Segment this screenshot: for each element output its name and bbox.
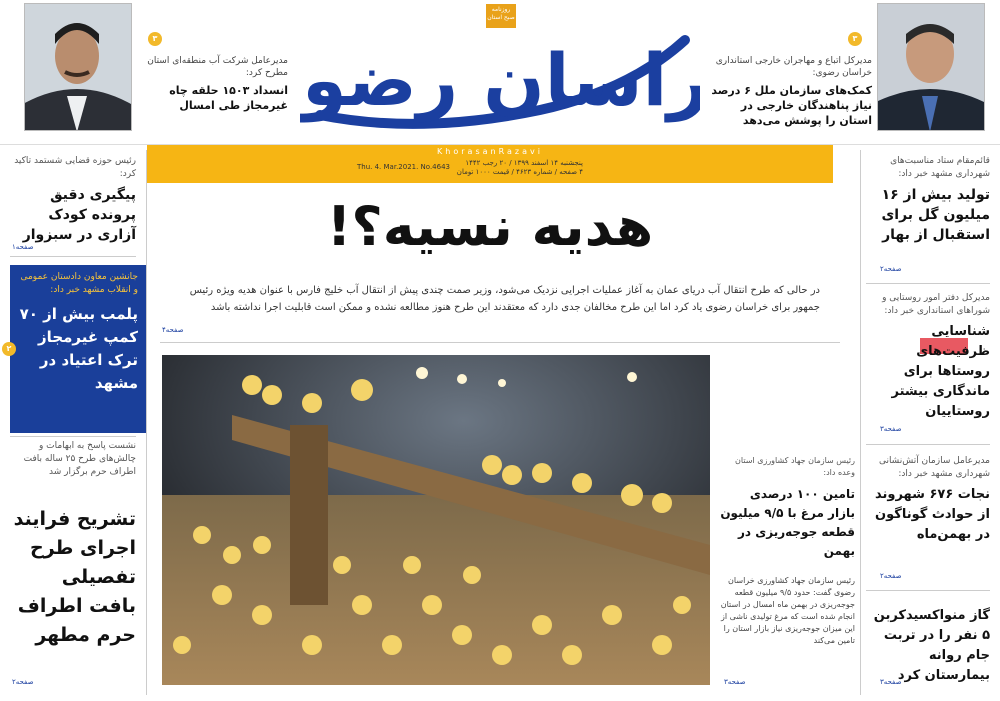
right-story-1[interactable] (870, 155, 990, 245)
logo-title: راسان رضو (302, 38, 700, 122)
right-story-3-kicker: مدیرعامل سازمان آتش‌نشانی شهرداری مشهد خبر داد: (878, 456, 990, 479)
divider (10, 436, 136, 437)
right-story-2-kicker: مدیرکل دفتر امور روستایی و شوراهای استانداری خبر داد: (882, 293, 990, 316)
left-story-3-kicker: نشست پاسخ به ابهامات و چالش‌های طرح ۲۵ ساله بافت اطراف حرم برگزار شد (23, 441, 136, 477)
column-rule (860, 150, 861, 695)
masthead-area (0, 0, 1000, 145)
right-story-3-page-ref[interactable]: صفحه۲ (880, 572, 902, 580)
divider (866, 444, 990, 445)
caption-body: رئیس سازمان جهاد کشاورزی خراسان رضوی گفت: حدود ۹/۵ میلیون قطعه جوجه‌ریزی در بهمن ماه امسال در استان انجام شده است که مرغ تولیدی ناشی از این میزان جوجه‌ریزی نیاز بازار استان را تامین می‌کند (720, 576, 855, 645)
date-fa-line2: ۴ صفحه / شماره ۴۶۲۳ / قیمت ۱۰۰۰ تومان (456, 168, 583, 176)
right-story-4[interactable] (870, 602, 990, 686)
photo-caption-story[interactable] (719, 455, 855, 647)
teaser-left-badge: ۳ (148, 32, 162, 46)
chicks-photo (162, 355, 710, 685)
caption-kicker: رئیس سازمان جهاد کشاورزی استان وعده داد: (735, 456, 855, 477)
chicks-photo-icon (162, 355, 710, 685)
teaser-left-kicker: مدیرعامل شرکت آب منطقه‌ای استان مطرح کرد: (147, 56, 288, 78)
teaser-right[interactable] (710, 55, 872, 128)
right-story-3[interactable] (870, 455, 990, 545)
right-story-4-page-ref[interactable]: صفحه۳ (880, 678, 902, 686)
caption-page-ref[interactable]: صفحه۳ (724, 678, 746, 686)
teaser-right-badge: ۳ (848, 32, 862, 46)
right-story-2-page-ref[interactable]: صفحه۳ (880, 425, 902, 433)
portrait-right (877, 3, 985, 131)
date-fa-line1: پنجشنبه ۱۴ اسفند ۱۳۹۹ / ۲۰ رجب ۱۴۴۲ (465, 159, 583, 167)
portrait-left (24, 3, 132, 131)
divider (866, 590, 990, 591)
caption-headline: تامین ۱۰۰ درصدی بازار مرغ با ۹/۵ میلیون قطعه جوجه‌ریزی در بهمن (720, 487, 855, 558)
masthead-logo (300, 0, 700, 145)
left-story-3-headline[interactable]: تشریح فرایند اجرای طرح تفصیلی بافت اطراف حرم مطهر (13, 508, 136, 646)
right-story-1-page-ref[interactable]: صفحه۲ (880, 265, 902, 273)
left-story-1-headline: پیگیری دقیق پرونده کودک آزاری در سبزوار (22, 187, 136, 243)
left-story-1-page-ref[interactable]: صفحه۱ (12, 243, 34, 251)
right-story-1-headline: تولید بیش از ۱۶ میلیون گل برای استقبال از بهار (881, 187, 990, 243)
left-story-2-headline: پلمب بیش از ۷۰ کمپ غیرمجاز ترک اعتیاد در مشهد (19, 305, 138, 392)
teaser-right-kicker: مدیرکل اتباع و مهاجران خارجی استانداری خراسان رضوی: (715, 56, 872, 78)
main-page-ref[interactable]: صفحه۴ (162, 326, 184, 334)
left-story-1-kicker: رئیس حوزه قضایی شستمد تاکید کرد: (14, 156, 136, 179)
right-story-2-headline: شناسایی ظرفیت‌های روستاها برای ماندگاری بیشتر روستاییان (891, 324, 990, 419)
right-story-2[interactable] (870, 292, 990, 422)
date-band (147, 145, 833, 183)
column-rule (146, 150, 147, 695)
date-en: Thu. 4. Mar.2021. No.4643 (357, 163, 450, 171)
person-photo-icon (24, 4, 131, 131)
main-headline[interactable]: هدیه نسیه؟! (326, 195, 654, 258)
left-story-3-page-ref[interactable]: صفحه۲ (12, 678, 34, 686)
person-photo-icon (877, 4, 984, 131)
divider (866, 283, 990, 284)
left-story-3-kicker-wrap (10, 440, 136, 479)
left-story-2-box[interactable] (10, 265, 146, 433)
right-story-4-headline: گاز منواکسیدکربن ۵ نفر را در تربت جام روانه بیمارستان کرد (873, 608, 990, 683)
right-story-3-headline: نجات ۶۷۶ شهروند از حوادث گوناگون در بهمن‌ماه (875, 487, 990, 542)
logo-tag: روزنامه صبح استان (486, 4, 516, 28)
right-story-1-kicker: قائم‌مقام ستاد مناسبت‌های شهرداری مشهد خبر داد: (890, 156, 990, 179)
teaser-left[interactable] (138, 55, 288, 113)
divider (10, 256, 136, 257)
main-lead: در حالی که طرح انتقال آب دریای عمان به آغاز عملیات اجرایی نزدیک می‌شود، وزیر صمت چندی پیش از انتقال آب خلیج فارس با عنوان هدیه ویژه رئیس جمهور برای خراسان رضوی یاد کرد اما این طرح مخالفان جدی دارد که معتقدند این طرح هنوز مطالعه نشده و ممکن است قابلیت اجرا نداشته باشد (189, 285, 820, 313)
latin-title: KhorasanRazavi (437, 147, 543, 156)
left-story-1[interactable] (10, 155, 136, 245)
left-story-2-kicker: جانشین معاون دادستان عمومی و انقلاب مشهد خبر داد: (20, 272, 138, 295)
teaser-left-headline: انسداد ۱۵۰۳ حلقه چاه غیرمجاز طی امسال (169, 84, 288, 112)
divider (160, 342, 840, 343)
left-story-2-badge: ۲ (2, 342, 16, 356)
teaser-right-headline: کمک‌های سازمان ملل ۶ درصد نیاز پناهندگان خارجی در استان را پوشش می‌دهد (711, 84, 872, 127)
